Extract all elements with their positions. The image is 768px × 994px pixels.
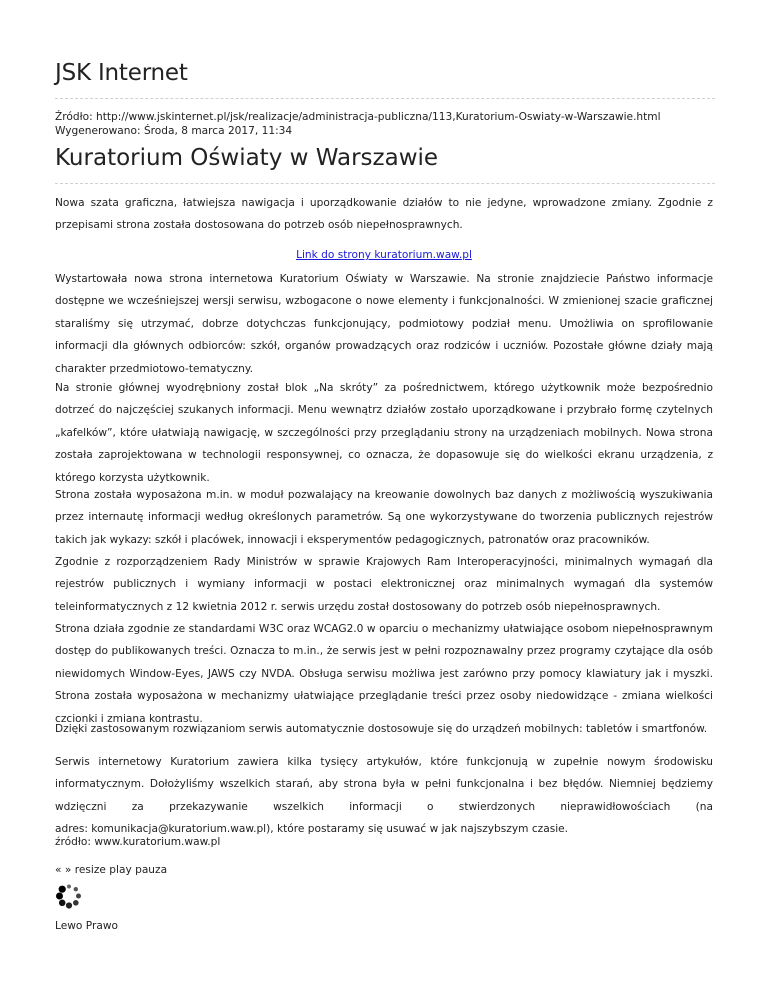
next-button[interactable]: » (64, 864, 72, 876)
slider-controls (55, 864, 167, 876)
paragraph-3 (55, 484, 713, 551)
paragraph-line: informatycznym. Dołożyliśmy wszelkich starań, aby strona była w pełni funkcjonalna i bez błędów. Niemniej będziemy (55, 778, 713, 791)
pause-button[interactable]: pauza (135, 864, 168, 876)
intro-paragraph: Nowa szata graficzna, łatwiejsza nawigacja i uporządkowanie działów to nie jedyne, wprowadzone zmiany. Zgodnie z przepisami strona została dostosowana do potrzeb osób niepełnosprawnych. (55, 197, 713, 232)
paragraph-text: Wystartowała nowa strona internetowa Kuratorium Oświaty w Warszawie. Na stronie znajdziecie Państwo informacje dostępne we wcześniejszej wersji serwisu, wzbogacone o nowe elementy i funkcjonalności. W zmienionej szacie graficznej staraliśmy się utrzymać, dobrze dotychczas funkcjonujący, podmiotowy podział menu. Umożliwia on sprofilowanie informacji dla głównych odbiorców: szkół, organów prowadzących oraz rodziców i uczniów. Pozostałe główne działy mają charakter przedmiotowo-tematyczny. (55, 273, 713, 375)
header-divider (55, 98, 715, 99)
source-url: http://www.jskinternet.pl/jsk/realizacje/administracja-publiczna/113,Kuratorium-Oswiaty-w-Warszawie.html (96, 111, 661, 123)
resize-button[interactable]: resize (74, 864, 106, 876)
generated-date: Środa, 8 marca 2017, 11:34 (143, 125, 293, 137)
kuratorium-link[interactable]: Link do strony kuratorium.waw.pl (296, 249, 472, 261)
link-block (55, 244, 713, 266)
left-button[interactable]: Lewo (55, 920, 83, 932)
site-title: JSK Internet (55, 60, 188, 86)
generated-label: Wygenerowano: (55, 125, 141, 137)
article-intro (55, 192, 713, 237)
source-note-text: źródło: www.kuratorium.waw.pl (55, 836, 221, 848)
paragraph-4 (55, 551, 713, 618)
generated-line (55, 124, 292, 139)
play-button[interactable]: play (109, 864, 132, 876)
paragraph-6 (55, 718, 713, 740)
paragraph-5 (55, 618, 713, 730)
paragraph-text: Strona została wyposażona m.in. w moduł pozwalający na kreowanie dowolnych baz danych z możliwością wyszukiwania przez internautę informacji według określonych parametrów. Są one wykorzystywane do tworzenia publicznych rejestrów takich jak wykazy: szkół i placówek, innowacji i eksperymentów pedagogicznych, patronatów oraz pracowników. (55, 489, 713, 546)
right-button[interactable]: Prawo (85, 920, 118, 932)
title-divider (55, 183, 715, 184)
prev-button[interactable]: « (55, 864, 62, 876)
page-title: Kuratorium Oświaty w Warszawie (55, 145, 439, 171)
paragraph-line: Serwis internetowy Kuratorium zawiera kilka tysięcy artykułów, które funkcjonują w zupełnie nowym środowisku (55, 756, 713, 768)
spinner-icon (55, 882, 83, 910)
paragraph-1 (55, 268, 713, 380)
paragraph-line: wdzięczni za przekazywanie wszelkich informacji o stwierdzonych nieprawidłowościach (na (55, 800, 713, 813)
paragraph-7 (55, 751, 713, 841)
paragraph-text: Zgodnie z rozporządzeniem Rady Ministrów w sprawie Krajowych Ram Interoperacyjności, minimalnych wymagań dla rejestrów publicznych i wymiany informacji w postaci elektronicznej oraz minimalnych wymagań dla systemów teleinformatycznych z 12 kwietnia 2012 r. serwis urzędu został dostosowany do potrzeb osób niepełnosprawnych. (55, 556, 713, 613)
paragraph-line: adres: komunikacja@kuratorium.waw.pl), które postaramy się usuwać w jak najszybszym czasie. (55, 823, 569, 836)
source-line (55, 110, 661, 125)
source-label: Źródło: (55, 111, 93, 123)
paragraph-2 (55, 377, 713, 489)
paragraph-text: Na stronie głównej wyodrębniony został blok „Na skróty” za pośrednictwem, którego użytkownik może bezpośrednio dotrzeć do najczęściej szukanych informacji. Menu wewnątrz działów zostało uporządkowane i przybrało formę czytelnych „kafelków”, które ułatwiają nawigację, w szczególności przy przeglądaniu strony na urządzeniach mobilnych. Nowa strona została zaprojektowana w technologii responsywnej, co oznacza, że dopasowuje się do wielkości ekranu urządzenia, z którego korzysta użytkownik. (55, 382, 713, 484)
paragraph-text: Dzięki zastosowanym rozwiązaniom serwis automatycznie dostosowuje się do urządzeń mobilnych: tabletów i smartfonów. (55, 723, 708, 735)
source-note (55, 831, 713, 853)
direction-controls (55, 920, 118, 932)
paragraph-text: Strona działa zgodnie ze standardami W3C oraz WCAG2.0 w oparciu o mechanizmy ułatwiające osobom niepełnosprawnym dostęp do publikowanych treści. Oznacza to m.in., że serwis jest w pełni rozpoznawalny przez programy czytające dla osób niewidomych Window-Eyes, JAWS czy NVDA. Obsługa serwisu możliwa jest zarówno przy pomocy klawiatury jak i myszki. Strona została wyposażona w mechanizmy ułatwiające przeglądanie treści przez osoby niedowidzące - zmiana wielkości czcionki i zmiana kontrastu. (55, 623, 713, 725)
